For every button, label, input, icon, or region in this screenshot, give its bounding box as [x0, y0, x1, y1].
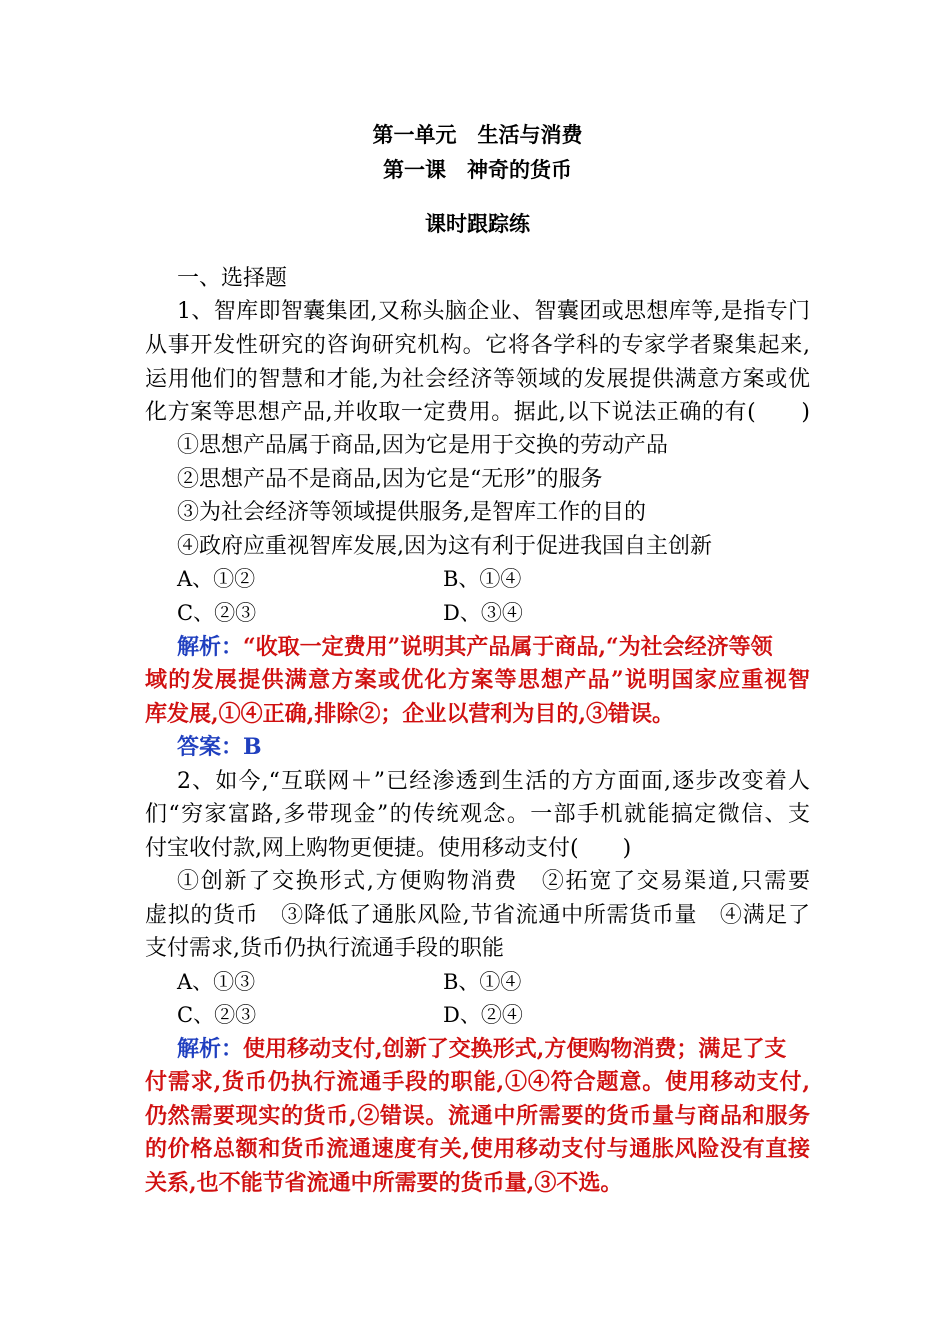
- q2-statement-line: 虚拟的货币 ③降低了通胀风险,节省流通中所需货币量 ④满足了: [145, 903, 810, 928]
- q1-option-c: C、②③: [177, 601, 257, 625]
- q2-option-d: D、②④: [443, 1003, 523, 1027]
- q1-statement: ③为社会经济等领域提供服务,是智库工作的目的: [177, 500, 646, 525]
- q2-stem-line: 2、如今,“互联网＋”已经渗透到生活的方方面面,逐步改变着人: [177, 769, 810, 794]
- q2-option-c: C、②③: [177, 1003, 257, 1027]
- q1-statement: ②思想产品不是商品,因为它是“无形”的服务: [177, 467, 603, 492]
- q1-analysis-line: 库发展,①④正确,排除②；企业以营利为目的,③错误。: [145, 701, 674, 727]
- q2-option-b: B、①④: [443, 970, 522, 994]
- q1-analysis-first-line: [177, 631, 810, 664]
- q2-analysis-label: 解析：: [177, 1036, 244, 1062]
- q2-analysis-line: 关系,也不能节省流通中所需要的货币量,③不选。: [145, 1170, 623, 1196]
- lesson-title: 第一课 神奇的货币: [383, 157, 572, 182]
- q2-analysis-line: 的价格总额和货币流通速度有关,使用移动支付与通胀风险没有直接: [145, 1136, 810, 1162]
- q2-stem-line: 们“穷家富路,多带现金”的传统观念。一部手机就能搞定微信、支: [145, 802, 810, 827]
- q1-answer: [177, 731, 810, 764]
- q2-analysis-line: 仍然需要现实的货币,②错误。流通中所需要的货币量与商品和服务: [145, 1103, 810, 1129]
- q1-analysis-text: “收取一定费用”说明其产品属于商品,“为社会经济等领: [243, 634, 773, 660]
- q2-analysis-first-line: [177, 1033, 810, 1066]
- q1-analysis-line: 域的发展提供满意方案或优化方案等思想产品”说明国家应重视智: [145, 667, 810, 693]
- q1-analysis-label: 解析：: [177, 634, 244, 660]
- q1-option-d: D、③④: [443, 601, 523, 625]
- q2-analysis-line: 付需求,货币仍执行流通手段的职能,①④符合题意。使用移动支付,: [145, 1069, 810, 1095]
- q1-statement: ④政府应重视智库发展,因为这有利于促进我国自主创新: [177, 534, 712, 559]
- q2-stem-line: 付宝收付款,网上购物更便捷。使用移动支付( ): [145, 836, 632, 861]
- q1-option-b: B、①④: [443, 567, 522, 591]
- q2-statement-line: ①创新了交换形式,方便购物消费 ②拓宽了交易渠道,只需要: [177, 869, 810, 894]
- q1-stem-line: 运用他们的智慧和才能,为社会经济等领域的发展提供满意方案或优: [145, 367, 810, 392]
- section-title: 一、选择题: [177, 266, 288, 291]
- q1-option-a: A、①②: [177, 567, 256, 591]
- q1-answer-value: B: [243, 734, 262, 760]
- q2-statement-line: 支付需求,货币仍执行流通手段的职能: [145, 936, 504, 961]
- q1-stem-line: 化方案等思想产品,并收取一定费用。据此,以下说法正确的有( ): [145, 400, 810, 425]
- q2-option-a: A、①③: [177, 970, 256, 994]
- q1-statement: ①思想产品属于商品,因为它是用于交换的劳动产品: [177, 433, 668, 458]
- q2-analysis-text: 使用移动支付,创新了交换形式,方便购物消费；满足了支: [243, 1036, 787, 1062]
- q1-stem-line: 1、智库即智囊集团,又称头脑企业、智囊团或思想库等,是指专门: [177, 299, 810, 324]
- q1-stem-line: 从事开发性研究的咨询研究机构。它将各学科的专家学者聚集起来,: [145, 333, 810, 358]
- q1-answer-label: 答案：: [177, 734, 244, 760]
- exercise-title: 课时跟踪练: [425, 211, 530, 236]
- unit-title: 第一单元 生活与消费: [372, 122, 583, 147]
